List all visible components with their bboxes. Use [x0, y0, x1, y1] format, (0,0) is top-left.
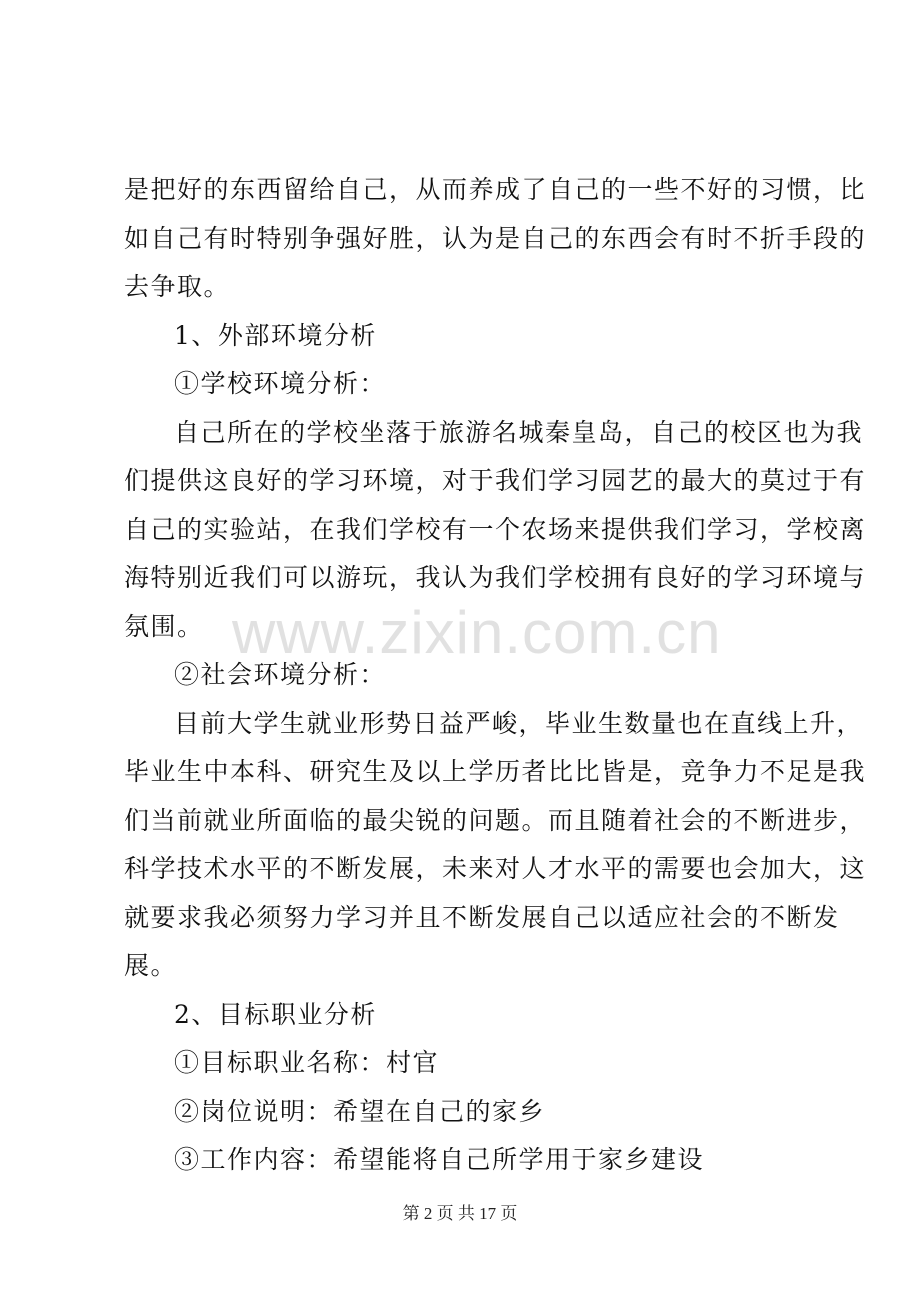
- subsection-heading: ②社会环境分析：: [174, 660, 387, 689]
- body-text-line: 是把好的东西留给自己，从而养成了自己的一些不好的习惯，比: [124, 175, 867, 204]
- list-item: ①目标职业名称：村官: [174, 1048, 440, 1077]
- watermark: www.zixin.com.cn: [232, 599, 722, 666]
- list-item: ②岗位说明：希望在自己的家乡: [174, 1097, 546, 1126]
- body-text-line: 自己所在的学校坐落于旅游名城秦皇岛，自己的校区也为我: [174, 418, 864, 447]
- body-text-line: 们当前就业所面临的最尖锐的问题。而且随着社会的不断进步，: [124, 806, 867, 835]
- body-text-line: 们提供这良好的学习环境，对于我们学习园艺的最大的莫过于有: [124, 466, 867, 495]
- body-text-line: 毕业生中本科、研究生及以上学历者比比皆是，竞争力不足是我: [124, 757, 867, 786]
- body-text-line: 目前大学生就业形势日益严峻，毕业生数量也在直线上升，: [174, 709, 864, 738]
- body-text-line: 展。: [124, 951, 178, 980]
- list-item: ③工作内容：希望能将自己所学用于家乡建设: [174, 1145, 705, 1174]
- body-text-line: 就要求我必须努力学习并且不断发展自己以适应社会的不断发: [124, 903, 840, 932]
- subsection-heading: ①学校环境分析：: [174, 369, 387, 398]
- body-text-line: 去争取。: [124, 272, 231, 301]
- section-heading: 1、外部环境分析: [174, 321, 377, 350]
- body-text-line: 如自己有时特别争强好胜，认为是自己的东西会有时不折手段的: [124, 224, 867, 253]
- page-footer: 第 2 页 共 17 页: [402, 1204, 518, 1223]
- body-text-line: 科学技术水平的不断发展，未来对人才水平的需要也会加大，这: [124, 854, 867, 883]
- section-heading: 2、目标职业分析: [174, 1000, 377, 1029]
- body-text-line: 自己的实验站，在我们学校有一个农场来提供我们学习，学校离: [124, 515, 867, 544]
- body-text-line: 氛围。: [124, 612, 204, 641]
- body-text-line: 海特别近我们可以游玩，我认为我们学校拥有良好的学习环境与: [124, 563, 867, 592]
